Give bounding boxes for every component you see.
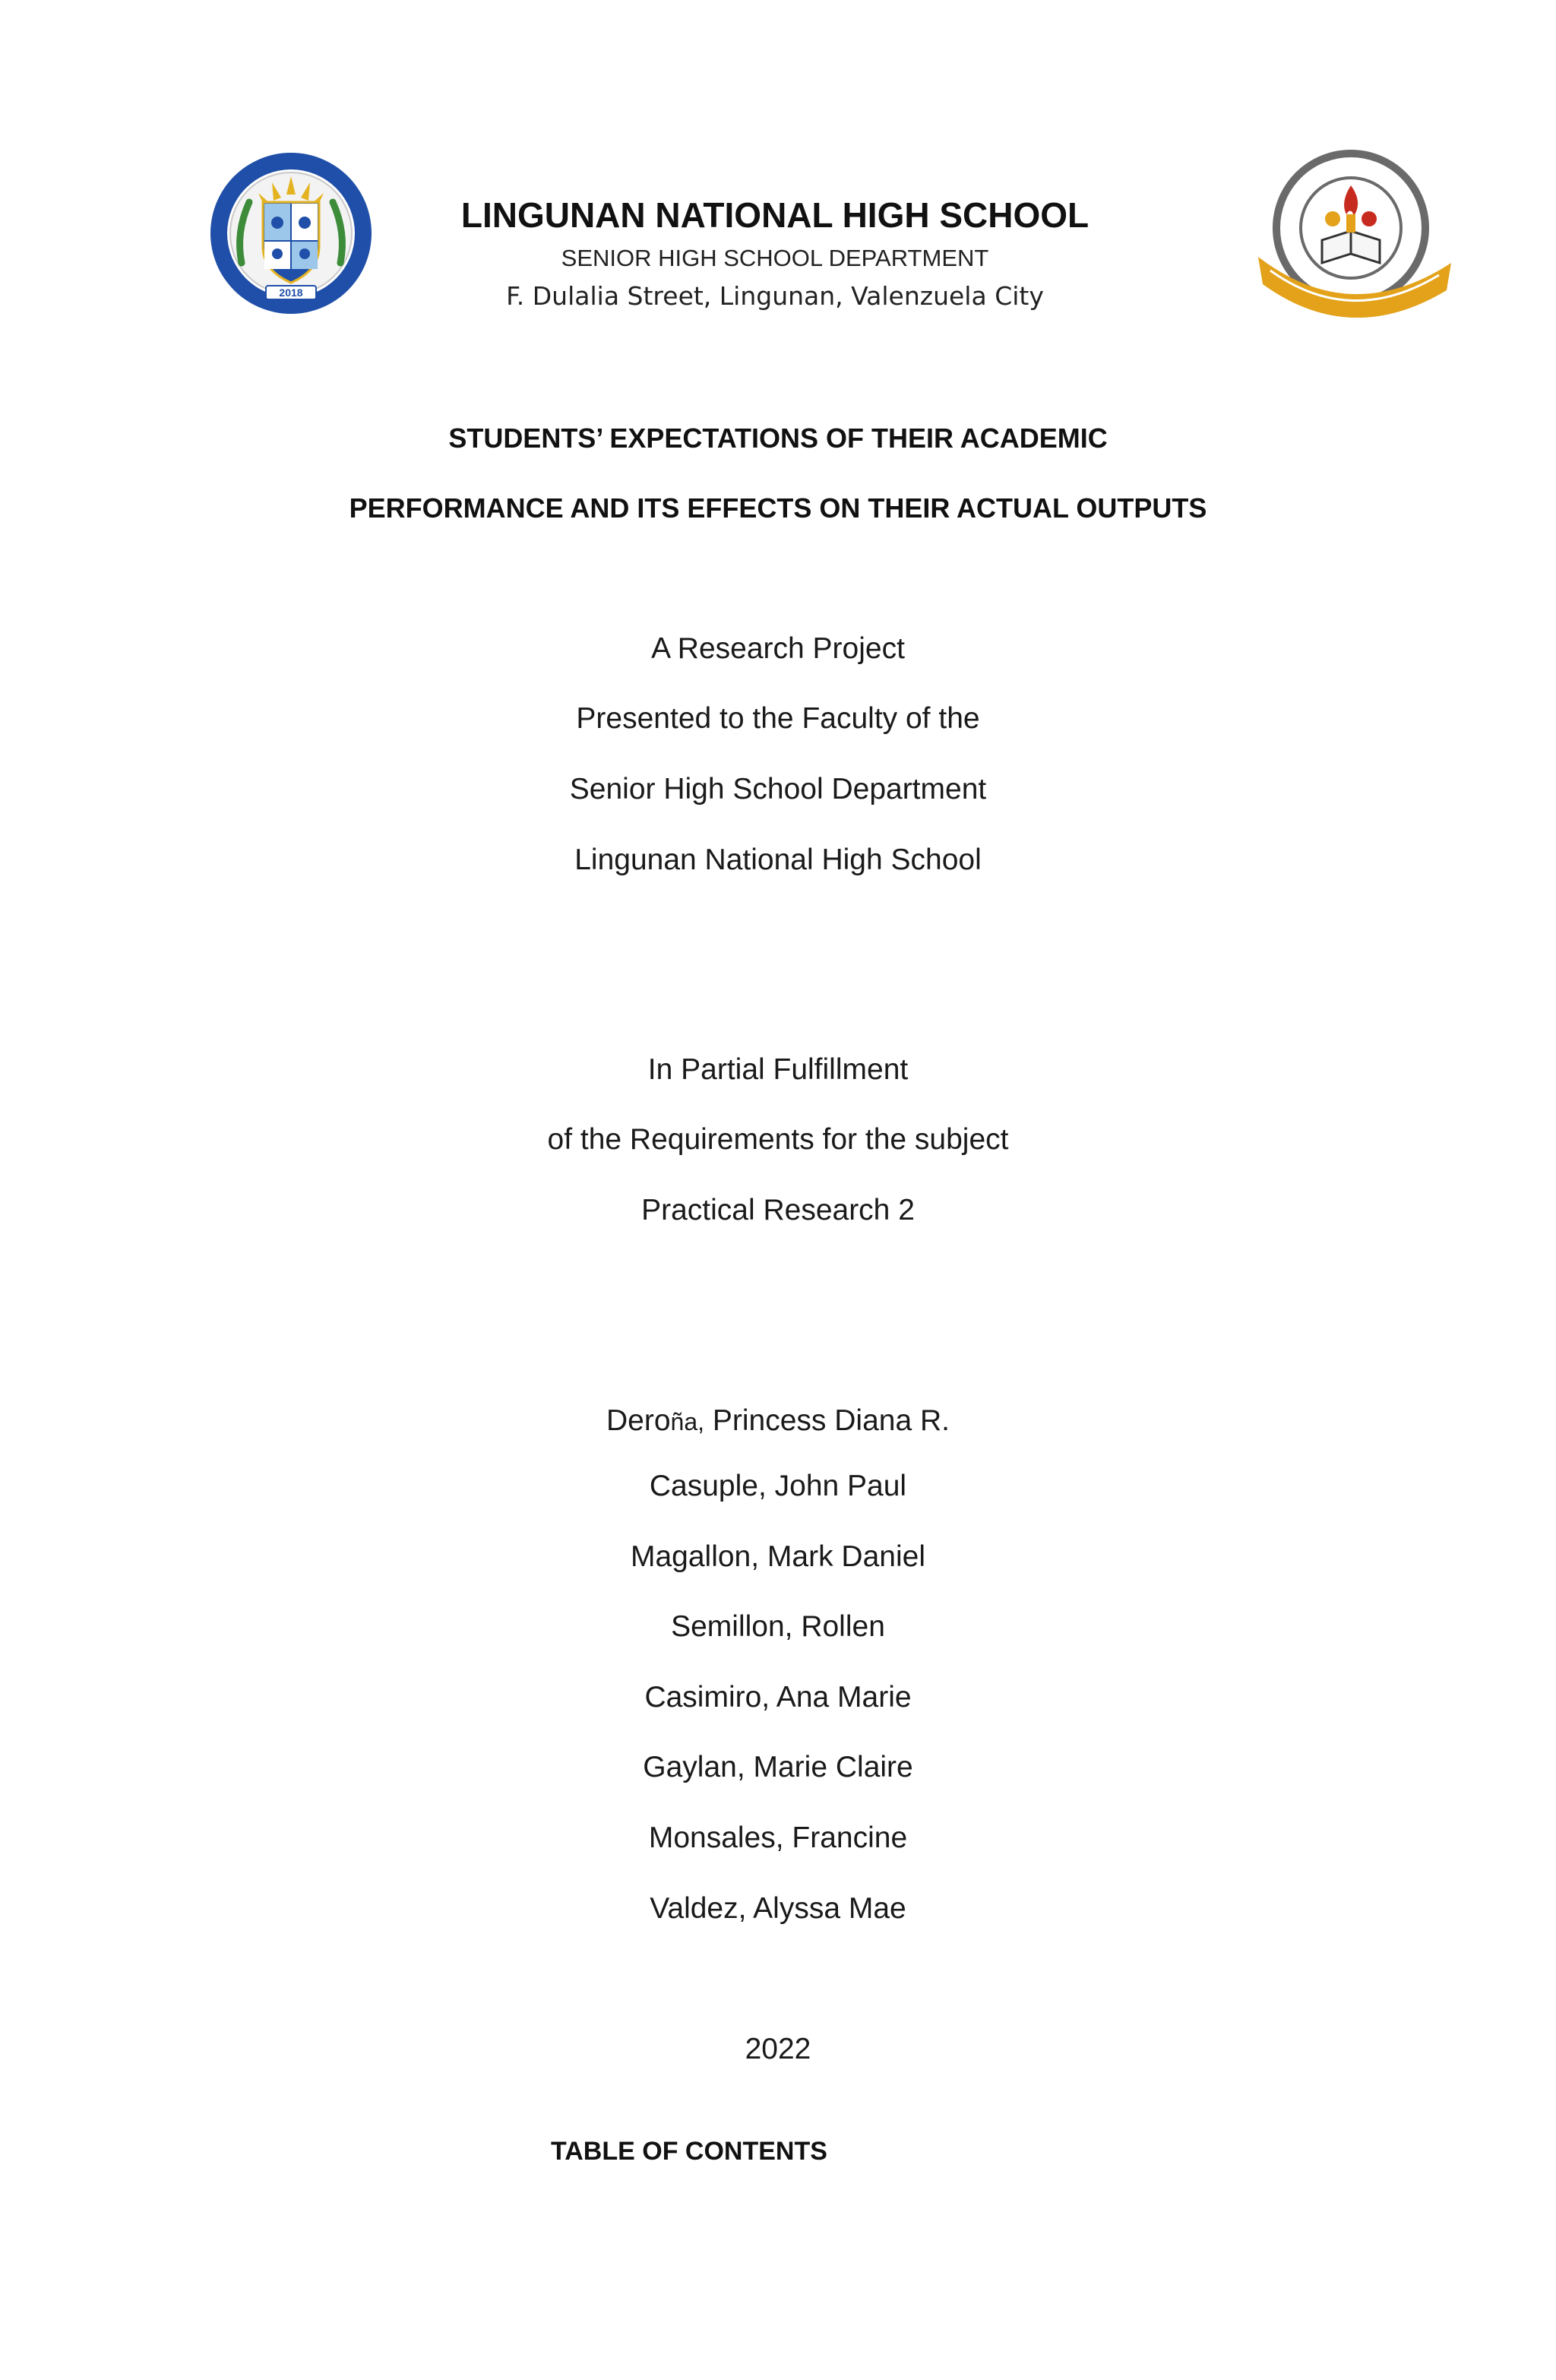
author-name: Casuple, John Paul [649, 1470, 907, 1502]
fulfillment-line: of the Requirements for the subject [547, 1123, 1009, 1156]
presentation-line: Lingunan National High School [574, 843, 982, 876]
author-given-name: Princess Diana R. [704, 1404, 950, 1437]
subject-name: Practical Research 2 [641, 1194, 915, 1226]
fulfillment-line: In Partial Fulfillment [647, 1053, 909, 1086]
author-name: Casimiro, Ana Marie [644, 1681, 912, 1714]
presentation-line: Presented to the Faculty of the [576, 702, 980, 735]
submission-year: 2022 [745, 2033, 811, 2065]
school-address: F. Dulalia Street, Lingunan, Valenzuela City [506, 281, 1044, 311]
author-name [0, 1404, 1556, 1438]
author-name: Valdez, Alyssa Mae [650, 1892, 906, 1925]
division-seal-icon [1248, 149, 1462, 318]
department-name: SENIOR HIGH SCHOOL DEPARTMENT [561, 245, 989, 271]
seal-year: 2018 [279, 286, 303, 299]
school-seal-icon [196, 149, 386, 318]
research-title-line-2: PERFORMANCE AND ITS EFFECTS ON THEIR ACTUAL OUTPUTS [349, 492, 1207, 524]
table-of-contents-heading: TABLE OF CONTENTS [551, 2137, 827, 2166]
author-name: Semillon, Rollen [671, 1610, 885, 1643]
author-name: Monsales, Francine [648, 1821, 908, 1854]
presentation-line: A Research Project [651, 632, 905, 665]
presentation-line: Senior High School Department [569, 773, 987, 805]
author-surname: Dero [606, 1404, 671, 1437]
author-surname-suffix: ña, [670, 1408, 705, 1435]
school-name: LINGUNAN NATIONAL HIGH SCHOOL [460, 195, 1090, 235]
author-name: Gaylan, Marie Claire [643, 1751, 913, 1783]
research-title-line-1: STUDENTS’ EXPECTATIONS OF THEIR ACADEMIC [448, 423, 1108, 454]
author-name: Magallon, Mark Daniel [630, 1540, 925, 1573]
